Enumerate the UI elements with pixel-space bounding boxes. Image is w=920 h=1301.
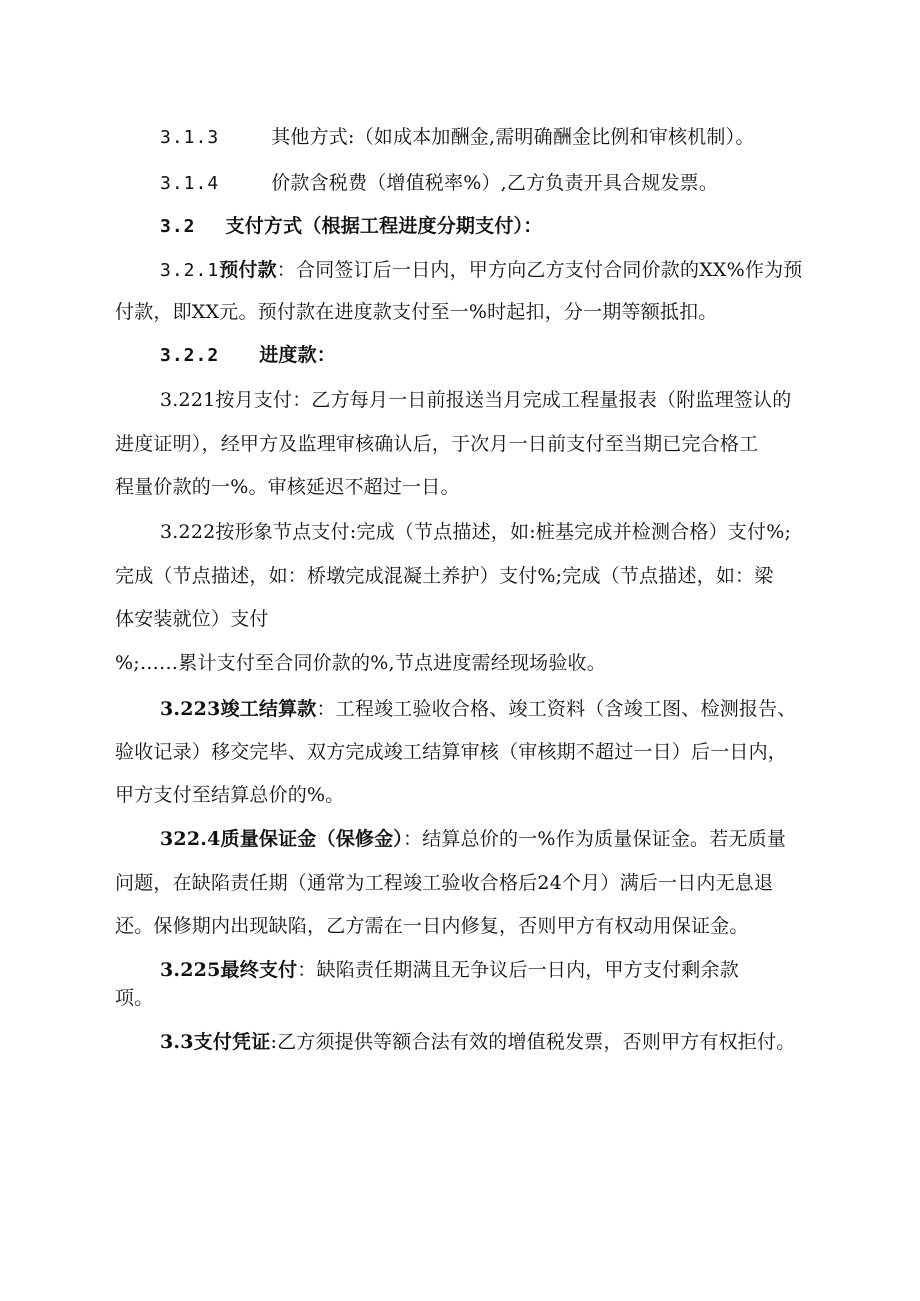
- clause-3-222-line-4: %;……累计支付至合同价款的%,节点进度需经现场验收。: [115, 652, 606, 674]
- clause-text: 价款含税费（增值税率%）,乙方负责开具合规发票。: [271, 172, 719, 194]
- clause-title: 3.3支付凭证: [160, 1031, 271, 1053]
- clause-heading-text: 支付方式（根据工程进度分期支付）：: [225, 215, 543, 237]
- clause-3-1-4: [160, 171, 718, 196]
- clause-3-222-line-2: 完成（节点描述，如：桥墩完成混凝土养护）支付%;完成（节点描述，如：梁: [115, 565, 774, 587]
- clause-number: 3.1.4: [160, 173, 220, 194]
- clause-3-221-line-3: 程量价款的一%。审核延迟不超过一日。: [115, 476, 460, 498]
- clause-text: 其他方式:（如成本加酬金,需明确酬金比例和审核机制）。: [271, 126, 755, 148]
- clause-heading-text: 进度款：: [259, 344, 336, 366]
- clause-text: ：工程竣工验收合格、竣工资料（含竣工图、检测报告、: [316, 698, 797, 720]
- clause-3-3: [160, 1030, 795, 1054]
- clause-title: 3.225最终支付: [160, 959, 298, 981]
- clause-3-224-line-2: 问题，在缺陷责任期（通常为工程竣工验收合格后24个月）满后一日内无息退: [115, 872, 774, 894]
- clause-number: 3.1.3: [160, 127, 220, 148]
- clause-3-2-2-heading: [160, 343, 336, 368]
- clause-3-1-3: [160, 125, 755, 150]
- clause-3-222-line-1: 3.222按形象节点支付:完成（节点描述，如:桩基完成并检测合格）支付%;: [160, 521, 792, 543]
- clause-text: ：合同签订后一日内，甲方向乙方支付合同价款的XX%作为预: [276, 259, 803, 281]
- clause-number: 3.2.1: [160, 260, 220, 281]
- clause-text: ：结算总价的一%作为质量保证金。若无质量: [403, 828, 787, 850]
- clause-number: 3.2: [160, 216, 196, 237]
- clause-title: 322.4质量保证金（保修金）: [160, 828, 403, 850]
- clause-3-221-line-2: 进度证明），经甲方及监理审核确认后，于次月一日前支付至当期已完合格工: [115, 433, 759, 455]
- clause-3-2-heading: [160, 214, 542, 239]
- clause-3-223-line-1: [160, 697, 797, 721]
- clause-title: 预付款: [219, 259, 277, 281]
- clause-text: :乙方须提供等额合法有效的增值税发票，否则甲方有权拒付。: [270, 1031, 796, 1053]
- clause-3-223-line-2: 验收记录）移交完毕、双方完成竣工结算审核（审核期不超过一日）后一日内，: [115, 741, 788, 763]
- clause-3-224-line-1: [160, 827, 786, 851]
- clause-3-221-line-1: 3.221按月支付：乙方每月一日前报送当月完成工程量报表（附监理签认的: [160, 389, 792, 411]
- clause-3-224-line-3: 还。保修期内出现缺陷，乙方需在一日内修复，否则甲方有权动用保证金。: [115, 915, 749, 937]
- clause-title: 3.223竣工结算款: [160, 698, 317, 720]
- clause-3-222-line-3: 体安装就位）支付: [115, 608, 269, 630]
- clause-text: ：缺陷责任期满且无争议后一日内，甲方支付剩余款: [297, 959, 739, 981]
- clause-3-2-1-line-2: 付款，即XX元。预付款在进度款支付至一%时起扣，分一期等额抵扣。: [115, 301, 718, 323]
- clause-3-2-1-line-1: [160, 258, 803, 283]
- clause-3-225-line-1: [160, 958, 739, 982]
- clause-number: 3.2.2: [160, 345, 220, 366]
- clause-3-223-line-3: 甲方支付至结算总价的%。: [115, 784, 345, 806]
- clause-3-225-line-2: 项。: [115, 987, 154, 1009]
